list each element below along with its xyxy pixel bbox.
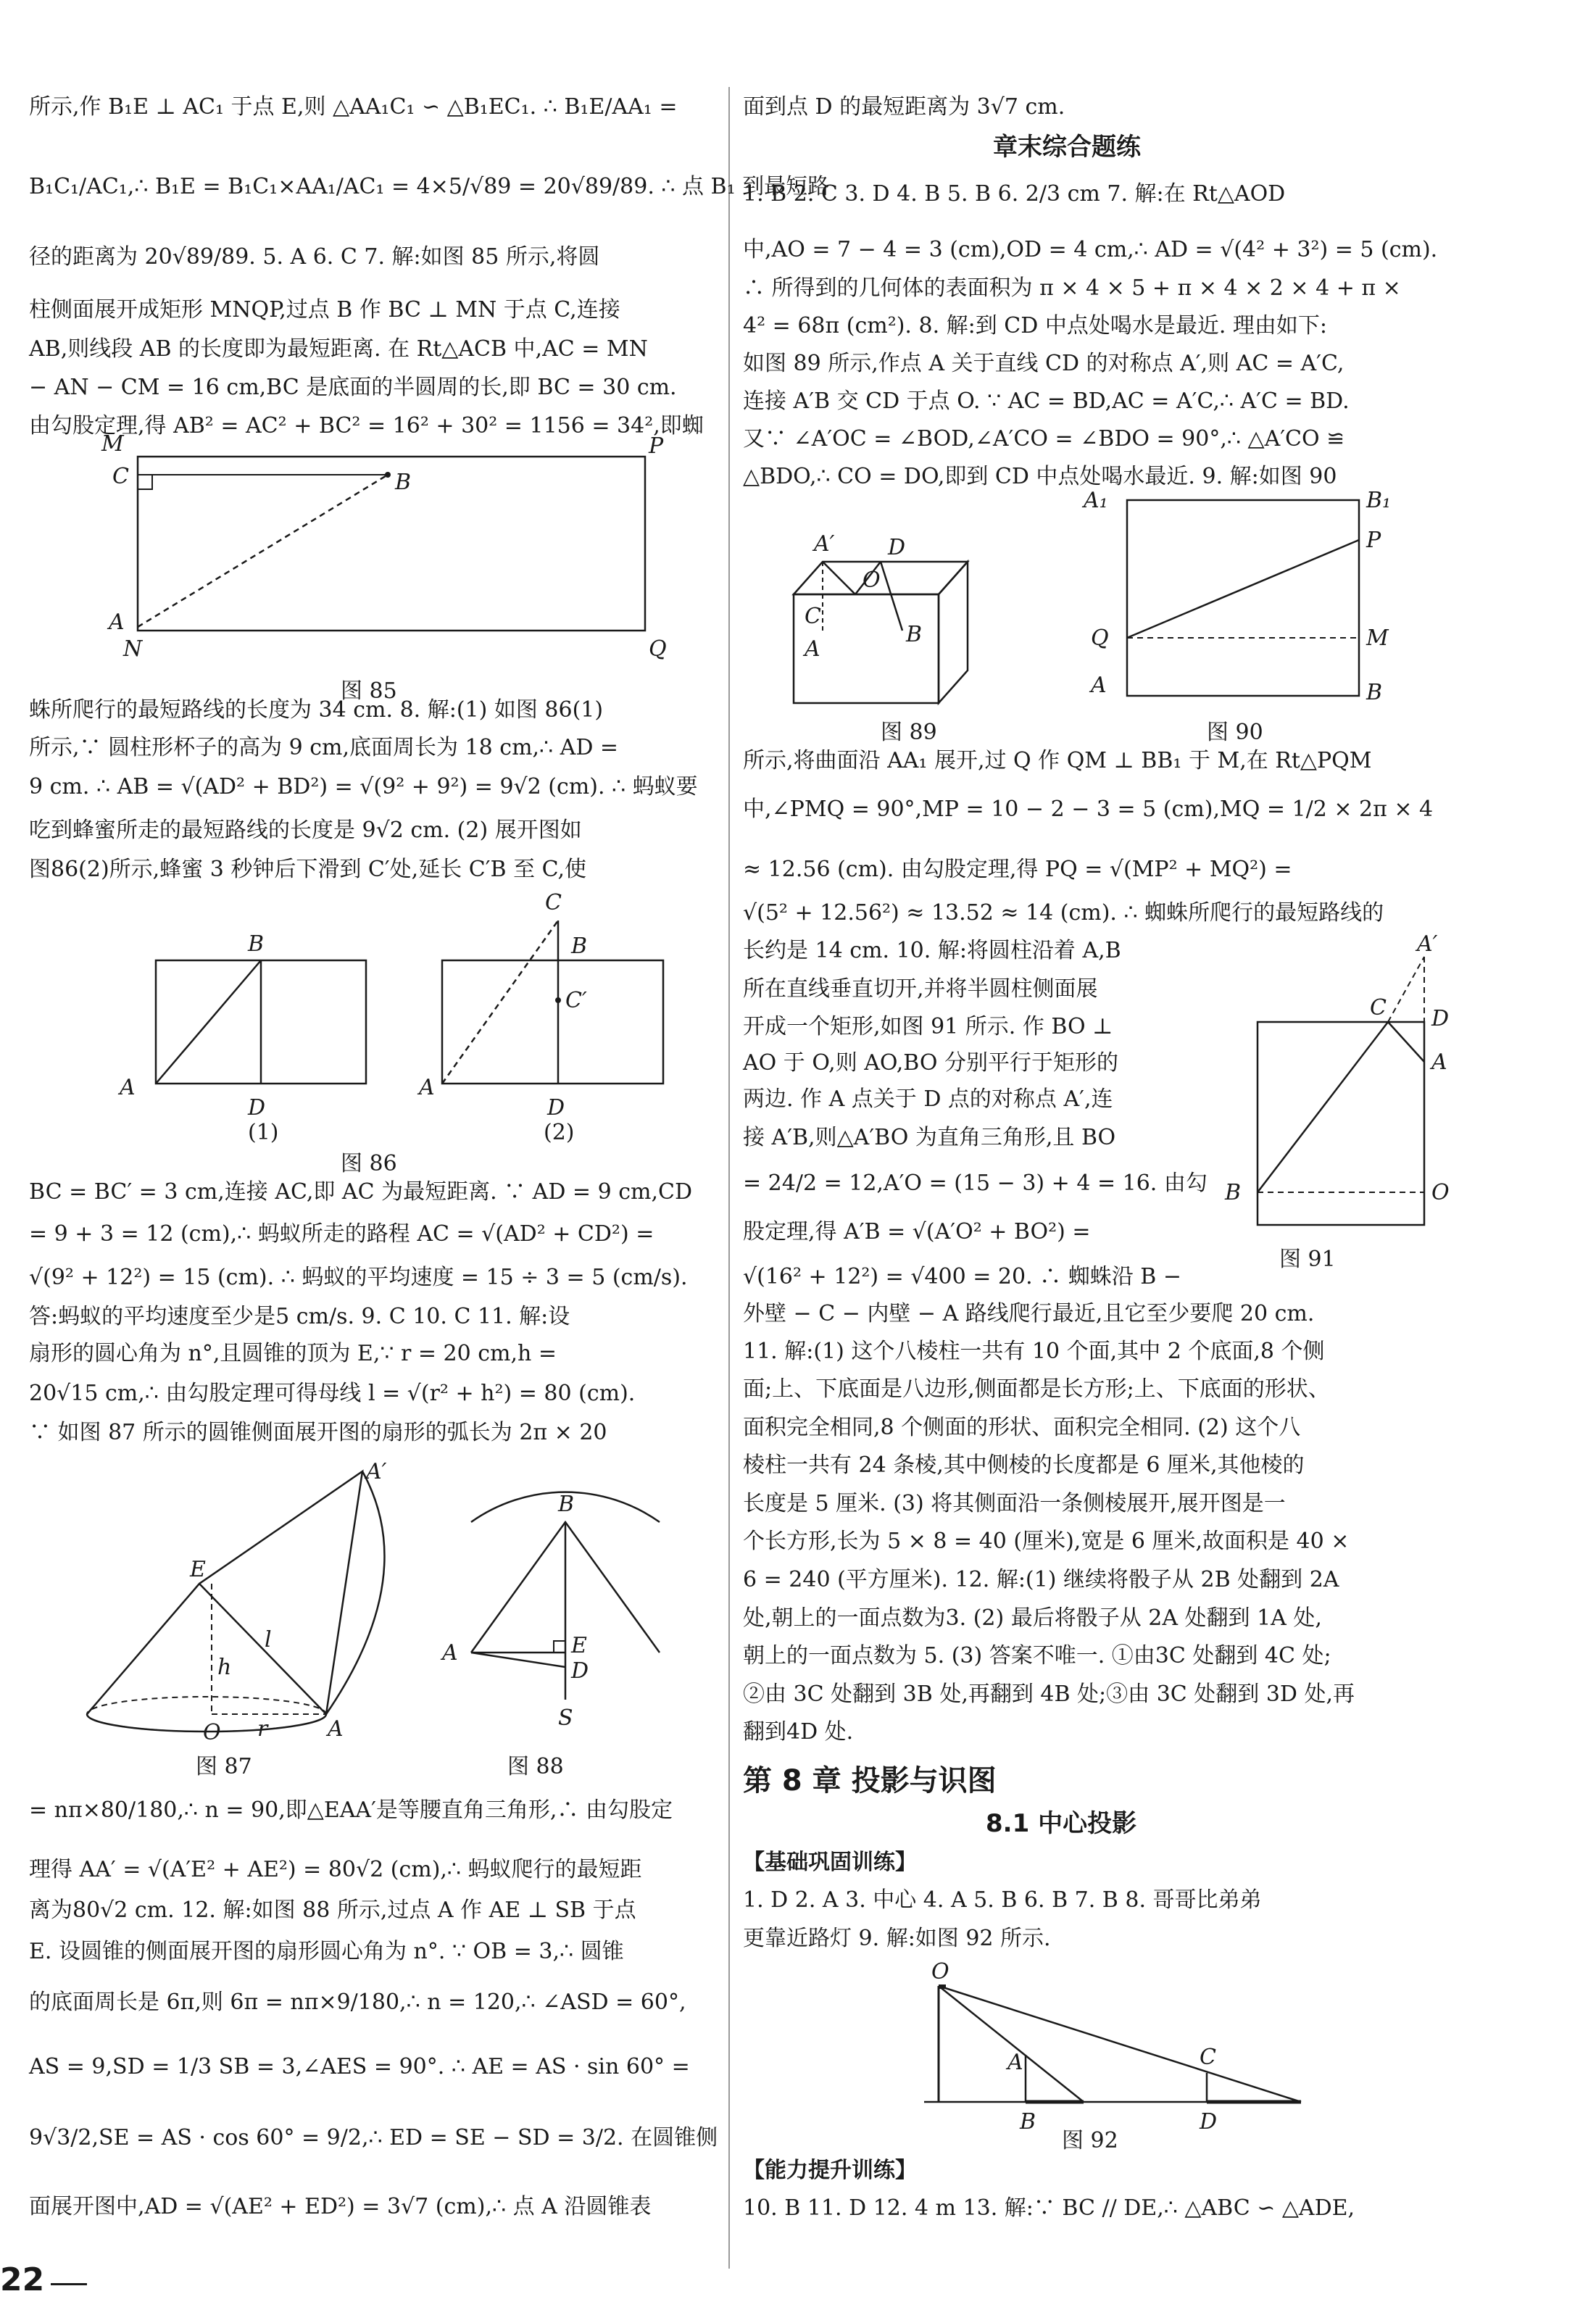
light-ray-a xyxy=(939,1986,1084,2102)
label-l: l xyxy=(265,1627,272,1653)
text-line: 长度是 5 厘米. (3) 将其侧面沿一条侧棱展开,展开图是一 xyxy=(743,1491,1286,1516)
rect-mnqp xyxy=(138,457,645,631)
label-r: r xyxy=(257,1716,268,1742)
text-line: 吃到蜂蜜所走的最短路线的长度是 9√2 cm. (2) 展开图如 xyxy=(29,818,582,843)
text-line: = 9 + 3 = 12 (cm),∴ 蚂蚁所走的路程 AC = √(AD² + CD²) = xyxy=(29,1221,654,1247)
segment-ab-1 xyxy=(156,960,261,1084)
text-line: 个长方形,长为 5 × 8 = 40 (厘米),宽是 6 厘米,故面积是 40 × xyxy=(743,1529,1350,1554)
text-line: 的底面周长是 6π,则 6π = nπ×9/180,∴ n = 120,∴ ∠ASD = 60°, xyxy=(29,1990,686,2015)
label-o: O xyxy=(203,1720,221,1745)
text-line: AO 于 O,则 AO,BO 分别平行于矩形的 xyxy=(743,1050,1119,1076)
text-line: 径的距离为 20√89/89. 5. A 6. C 7. 解:如图 85 所示,将圆 xyxy=(29,244,600,270)
label-e: E xyxy=(571,1633,587,1658)
label-a-prime: A′ xyxy=(1417,931,1438,957)
text-line: 长约是 14 cm. 10. 解:将圆柱沿着 A,B xyxy=(743,938,1121,963)
slant-line xyxy=(199,1584,326,1714)
label-a: A xyxy=(120,1075,136,1100)
text-line: 如图 89 所示,作点 A 关于直线 CD 的对称点 A′,则 AC = A′C, xyxy=(743,351,1344,376)
segment-ab xyxy=(138,475,388,627)
label-o: O xyxy=(1431,1180,1450,1205)
segment-c-a-prime xyxy=(1388,957,1424,1022)
label-a: A xyxy=(442,1640,458,1666)
text-line: B₁C₁/AC₁,∴ B₁E = B₁C₁×AA₁/AC₁ = 4×5/√89 = 20√89/89. ∴ 点 B₁ 到最短路 xyxy=(29,174,830,199)
label-s: S xyxy=(558,1705,573,1731)
text-line: 中,∠PMQ = 90°,MP = 10 − 2 − 3 = 5 (cm),MQ = 1/2 × 2π × 4 xyxy=(743,797,1434,822)
text-line: = 24/2 = 12,A′O = (15 − 3) + 4 = 16. 由勾 xyxy=(743,1171,1208,1196)
label-h: h xyxy=(217,1655,232,1680)
label-b: B xyxy=(395,470,412,495)
text-line: ≈ 12.56 (cm). 由勾股定理,得 PQ = √(MP² + MQ²) = xyxy=(743,857,1292,882)
sublabel-2: (2) xyxy=(544,1120,575,1145)
text-line: 接 A′B,则△A′BO 为直角三角形,且 BO xyxy=(743,1125,1116,1150)
figure-85 xyxy=(58,431,725,667)
text-line: AB,则线段 AB 的长度即为最短距离. 在 Rt△ACB 中,AC = MN xyxy=(29,336,648,362)
page-number: 22 xyxy=(0,2261,45,2298)
label-a-prime: A′ xyxy=(366,1459,387,1484)
text-line: E. 设圆锥的侧面展开图的扇形圆心角为 n°. ∵ OB = 3,∴ 圆锥 xyxy=(29,1939,624,1964)
label-a1: A₁ xyxy=(1084,488,1108,513)
label-b: B xyxy=(1225,1180,1242,1205)
label-o: O xyxy=(863,568,881,593)
figure-caption: 图 92 xyxy=(1062,2128,1118,2153)
basic-training-label: 【基础巩固训练】 xyxy=(743,1850,917,1875)
label-c: C xyxy=(545,890,562,915)
text-line: 开成一个矩形,如图 91 所示. 作 BO ⊥ xyxy=(743,1014,1113,1039)
text-line: 1. B 2. C 3. D 4. B 5. B 6. 2/3 cm 7. 解:在 Rt△AOD xyxy=(743,181,1286,207)
text-line: − AN − CM = 16 cm,BC 是底面的半圆周的长,即 BC = 30 cm. xyxy=(29,375,677,400)
text-line: 面;上、下底面是八边形,侧面都是长方形;上、下底面的形状、 xyxy=(743,1376,1330,1402)
figure-90 xyxy=(1076,486,1439,710)
text-line: 连接 A′B 交 CD 于点 O. ∵ AC = BD,AC = A′C,∴ A′C = BD. xyxy=(743,388,1350,414)
label-b: B xyxy=(558,1492,575,1517)
text-line: 股定理,得 A′B = √(A′O² + BO²) = xyxy=(743,1219,1091,1244)
text-line: 10. B 11. D 12. 4 m 13. 解:∵ BC // DE,∴ △ABC ∽ △ADE, xyxy=(743,2195,1355,2221)
label-a-prime: A′ xyxy=(814,531,835,557)
subsection-title: 8.1 中心投影 xyxy=(986,1809,1137,1838)
text-line: 1. D 2. A 3. 中心 4. A 5. B 6. B 7. B 8. 哥哥比弟弟 xyxy=(743,1887,1262,1913)
text-line: 由勾股定理,得 AB² = AC² + BC² = 16² + 30² = 1156 = 34²,即蜘 xyxy=(29,413,704,439)
text-line: 9 cm. ∴ AB = √(AD² + BD²) = √(9² + 9²) = 9√2 (cm). ∴ 蚂蚁要 xyxy=(29,774,698,799)
label-d: D xyxy=(547,1095,565,1121)
label-b: B xyxy=(248,931,265,957)
text-line: √(9² + 12²) = 15 (cm). ∴ 蚂蚁的平均速度 = 15 ÷ 3 = 5 (cm/s). xyxy=(29,1265,688,1290)
text-line: 4² = 68π (cm²). 8. 解:到 CD 中点处喝水是最近. 理由如下: xyxy=(743,313,1328,338)
text-line: AS = 9,SD = 1/3 SB = 3,∠AES = 90°. ∴ AE = AS · sin 60° = xyxy=(29,2054,690,2079)
figure-88 xyxy=(420,1457,732,1747)
text-line: 两边. 作 A 点关于 D 点的对称点 A′,连 xyxy=(743,1086,1113,1112)
text-line: √(16² + 12²) = √400 = 20. ∴ 蜘蛛沿 B − xyxy=(743,1264,1181,1289)
figure-caption: 图 86 xyxy=(341,1151,397,1176)
point-c-prime xyxy=(555,997,561,1003)
text-line: 11. 解:(1) 这个八棱柱一共有 10 个面,其中 2 个底面,8 个侧 xyxy=(743,1339,1325,1364)
text-line: 扇形的圆心角为 n°,且圆锥的顶为 E,∵ r = 20 cm,h = xyxy=(29,1341,557,1366)
label-b1: B₁ xyxy=(1366,488,1392,513)
label-a: A xyxy=(805,636,820,662)
label-q: Q xyxy=(649,636,667,662)
text-line: 棱柱一共有 24 条棱,其中侧棱的长度都是 6 厘米,其他棱的 xyxy=(743,1452,1305,1478)
label-m: M xyxy=(101,431,124,457)
text-line: 图86(2)所示,蜂蜜 3 秒钟后下滑到 C′处,延长 C′B 至 C,使 xyxy=(29,857,587,882)
text-line: 所在直线垂直切开,并将半圆柱侧面展 xyxy=(743,976,1098,1002)
text-line: 又∵ ∠A′OC = ∠BOD,∠A′CO = ∠BDO = 90°,∴ △A′CO ≌ xyxy=(743,426,1345,452)
text-line: 翻到4D 处. xyxy=(743,1719,854,1745)
figure-91 xyxy=(1192,931,1453,1239)
text-line: 20√15 cm,∴ 由勾股定理可得母线 l = √(r² + h²) = 80 (cm). xyxy=(29,1381,636,1406)
figure-caption: 图 88 xyxy=(507,1754,564,1779)
sector-arc xyxy=(326,1471,384,1714)
right-angle-mark xyxy=(138,475,152,489)
right-angle-mark xyxy=(554,1641,565,1653)
label-p: P xyxy=(649,433,664,459)
figure-caption: 图 89 xyxy=(881,720,937,745)
label-e: E xyxy=(190,1557,206,1582)
advanced-training-label: 【能力提升训练】 xyxy=(743,2158,917,2183)
segment-bc xyxy=(1258,1022,1388,1192)
text-line: = nπ×80/180,∴ n = 90,即△EAA′是等腰直角三角形,∴ 由勾股定 xyxy=(29,1797,673,1823)
sublabel-1: (1) xyxy=(248,1120,279,1145)
label-o: O xyxy=(931,1959,949,1984)
text-line: 朝上的一面点数为 5. (3) 答案不唯一. ①由3C 处翻到 4C 处; xyxy=(743,1643,1331,1668)
text-line: 面到点 D 的最短距离为 3√7 cm. xyxy=(743,94,1065,120)
text-line: 面积完全相同,8 个侧面的形状、面积完全相同. (2) 这个八 xyxy=(743,1415,1301,1440)
label-a: A xyxy=(1007,2050,1023,2075)
text-line: 理得 AA′ = √(A′E² + AE²) = 80√2 (cm),∴ 蚂蚁爬行的最短距 xyxy=(29,1857,642,1882)
label-d: D xyxy=(1200,2109,1218,2135)
label-b: B xyxy=(906,622,923,647)
figure-caption: 图 91 xyxy=(1279,1247,1336,1272)
label-c: C xyxy=(805,604,821,629)
text-line: 中,AO = 7 − 4 = 3 (cm),OD = 4 cm,∴ AD = √(4² + 3²) = 5 (cm). xyxy=(743,237,1438,262)
label-b: B xyxy=(1020,2109,1036,2135)
light-ray-c xyxy=(939,1986,1301,2102)
box-side xyxy=(939,562,968,703)
segment-d-b xyxy=(881,562,902,631)
box-top xyxy=(794,562,968,594)
segment-qp xyxy=(1127,540,1359,638)
segment-ad xyxy=(471,1653,565,1667)
text-line: 外壁 − C − 内壁 − A 路线爬行最近,且它至少要爬 20 cm. xyxy=(743,1301,1315,1326)
label-b: B xyxy=(1366,680,1383,705)
label-a: A xyxy=(1091,673,1107,698)
unfolded-rect xyxy=(1127,500,1359,696)
text-line: 所示,将曲面沿 AA₁ 展开,过 Q 作 QM ⊥ BB₁ 于 M,在 Rt△PQM xyxy=(743,748,1372,773)
figure-89 xyxy=(779,522,982,710)
text-line: ∴ 所得到的几何体的表面积为 π × 4 × 5 + π × 4 × 2 × 4 + π × xyxy=(743,275,1401,301)
label-m: M xyxy=(1366,625,1389,651)
label-c: C xyxy=(1370,995,1387,1021)
text-line: 所示,∵ 圆柱形杯子的高为 9 cm,底面周长为 18 cm,∴ AD = xyxy=(29,735,619,760)
point-b xyxy=(385,472,391,478)
figure-caption: 图 90 xyxy=(1207,720,1263,745)
figure-caption: 图 85 xyxy=(341,678,397,704)
text-line: √(5² + 12.56²) ≈ 13.52 ≈ 14 (cm). ∴ 蜘蛛所爬行的最短路线的 xyxy=(743,900,1384,926)
text-line: ②由 3C 处翻到 3B 处,再翻到 4B 处;③由 3C 处翻到 3D 处,再 xyxy=(743,1682,1355,1707)
label-c: C xyxy=(112,464,129,489)
label-a: A xyxy=(328,1716,344,1742)
page-number-rule xyxy=(51,2283,87,2285)
text-line: 更靠近路灯 9. 解:如图 92 所示. xyxy=(743,1926,1051,1951)
segment-c-a xyxy=(1388,1022,1424,1062)
rect-86-2 xyxy=(442,960,663,1084)
label-c: C xyxy=(1200,2045,1216,2070)
label-a: A xyxy=(419,1075,435,1100)
text-line: 9√3/2,SE = AS · cos 60° = 9/2,∴ ED = SE − SD = 3/2. 在圆锥侧 xyxy=(29,2125,718,2150)
text-line: 处,朝上的一面点数为3. (2) 最后将骰子从 2A 处翻到 1A 处, xyxy=(743,1605,1322,1631)
text-line: 柱侧面展开成矩形 MNQP,过点 B 作 BC ⊥ MN 于点 C,连接 xyxy=(29,297,620,323)
figure-caption: 图 87 xyxy=(196,1754,252,1779)
label-n: N xyxy=(123,636,143,662)
label-d: D xyxy=(888,535,906,560)
label-c-prime: C′ xyxy=(565,988,587,1013)
unfolded-rect xyxy=(1258,1022,1424,1225)
label-q: Q xyxy=(1091,625,1109,651)
figure-92 xyxy=(910,1959,1316,2135)
text-line: 离为80√2 cm. 12. 解:如图 88 所示,过点 A 作 AE ⊥ SB 于点 xyxy=(29,1898,636,1923)
segment-a-prime-o xyxy=(823,562,855,594)
text-line: 6 = 240 (平方厘米). 12. 解:(1) 继续将骰子从 2B 处翻到 2A xyxy=(743,1567,1339,1592)
label-d: D xyxy=(571,1658,589,1684)
figure-87 xyxy=(58,1457,435,1747)
section-title: 章末综合题练 xyxy=(993,133,1141,162)
text-line: 答:蚂蚁的平均速度至少是5 cm/s. 9. C 10. C 11. 解:设 xyxy=(29,1304,570,1329)
text-line: ∵ 如图 87 所示的圆锥侧面展开图的扇形的弧长为 2π × 20 xyxy=(29,1420,607,1445)
label-a: A xyxy=(1431,1050,1447,1075)
text-line: 蛛所爬行的最短路线的长度为 34 cm. 8. 解:(1) 如图 86(1) xyxy=(29,697,604,723)
text-line: △BDO,∴ CO = DO,即到 CD 中点处喝水最近. 9. 解:如图 90 xyxy=(743,464,1337,489)
figure-86 xyxy=(87,884,725,1145)
text-line: 面展开图中,AD = √(AE² + ED²) = 3√7 (cm),∴ 点 A 沿圆锥表 xyxy=(29,2194,652,2219)
label-p: P xyxy=(1366,528,1381,553)
label-d: D xyxy=(1431,1006,1450,1031)
label-a: A xyxy=(109,610,125,635)
segment-ac-2 xyxy=(442,920,558,1084)
label-d: D xyxy=(248,1095,266,1121)
chapter-title: 第 8 章 投影与识图 xyxy=(743,1764,997,1797)
label-b: B xyxy=(571,934,588,959)
text-line: 所示,作 B₁E ⊥ AC₁ 于点 E,则 △AA₁C₁ ∽ △B₁EC₁. ∴ B₁E/AA₁ = xyxy=(29,94,678,120)
text-line: BC = BC′ = 3 cm,连接 AC,即 AC 为最短距离. ∵ AD = 9 cm,CD xyxy=(29,1179,693,1205)
